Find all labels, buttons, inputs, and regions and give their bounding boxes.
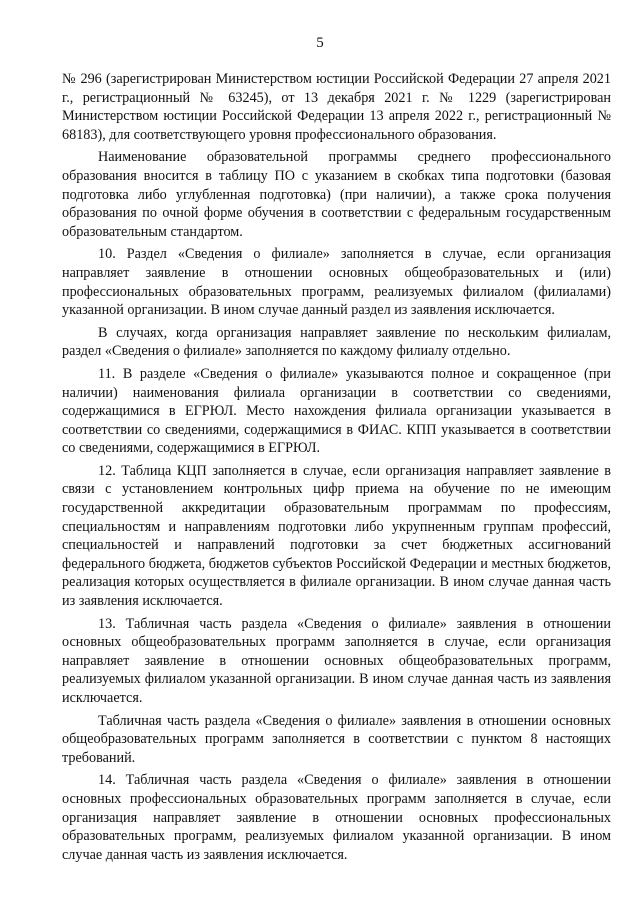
- paragraph-item-13-table: Табличная часть раздела «Сведения о филиале» заявления в отношении основных общеобразовательных программ заполняется в соответствии с пунктом 8 настоящих требований.: [62, 712, 611, 766]
- paragraph-item-13: 13. Табличная часть раздела «Сведения о филиале» заявления в отношении основных общеобразовательных программ заполняется в случае, если организация направляет заявление в отношении основных общеобразовательных программ, реализуемых филиалом указанной организации. В ином случае данная часть из заявления исключается.: [62, 615, 611, 706]
- document-body: [62, 70, 611, 864]
- paragraph-item-11: 11. В разделе «Сведения о филиале» указываются полное и сокращенное (при наличии) наименования филиала организации в соответствии со сведениями, содержащимися в ЕГРЮЛ. Место нахождения филиала организации указывается в соответствии со сведениями, содержащимися в ФИАС. КПП указывается в соответствии со сведениями, содержащимися в ЕГРЮЛ.: [62, 365, 611, 457]
- paragraph-multiple-branches: В случаях, когда организация направляет заявление по нескольким филиалам, раздел «Сведения о филиале» заполняется по каждому филиалу отдельно.: [62, 324, 611, 360]
- paragraph-item-14: 14. Табличная часть раздела «Сведения о филиале» заявления в отношении основных профессиональных образовательных программ заполняется в случае, если организация направляет заявление в отношении основных профессиональных образовательных программ, реализуемых филиалом указанной организации. В ином случае данная часть из заявления исключается.: [62, 772, 611, 863]
- paragraph-item-10: 10. Раздел «Сведения о филиале» заполняется в случае, если организация направляет заявление в отношении основных общеобразовательных и (или) профессиональных образовательных программ, реализуемых филиалом (филиалами) указанной организации. В ином случае данный раздел из заявления исключается.: [62, 246, 611, 319]
- page-number: 5: [316, 35, 324, 51]
- paragraph-continuation: № 296 (зарегистрирован Министерством юстиции Российской Федерации 27 апреля 2021 г., регистрационный № 63245), от 13 декабря 2021 г. № 1229 (зарегистрирован Министерством юстиции Российской Федерации 13 апреля 2022 г., регистрационный № 68183), для соответствующего уровня профессионального образования.: [62, 71, 611, 143]
- paragraph-item-12: 12. Таблица КЦП заполняется в случае, если организация направляет заявление в связи с установлением контрольных цифр приема на обучение по не имеющим государственной аккредитации образовательным программам по профессиям, специальностям и направлениям подготовки либо укрупненным группам профессий, специальностей и направлений подготовки за счет бюджетных ассигнований федерального бюджета, бюджетов субъектов Российской Федерации и местных бюджетов, реализация которых осуществляется в филиале организации. В ином случае данная часть из заявления исключается.: [62, 462, 611, 610]
- paragraph-program-name: Наименование образовательной программы среднего профессионального образования вносится в таблицу ПО с указанием в скобках типа подготовки (базовая подготовка либо углубленная подготовка) (при наличии), а также срока получения образования по очной форме обучения в соответствии с федеральным государственным образовательным стандартом.: [62, 149, 611, 240]
